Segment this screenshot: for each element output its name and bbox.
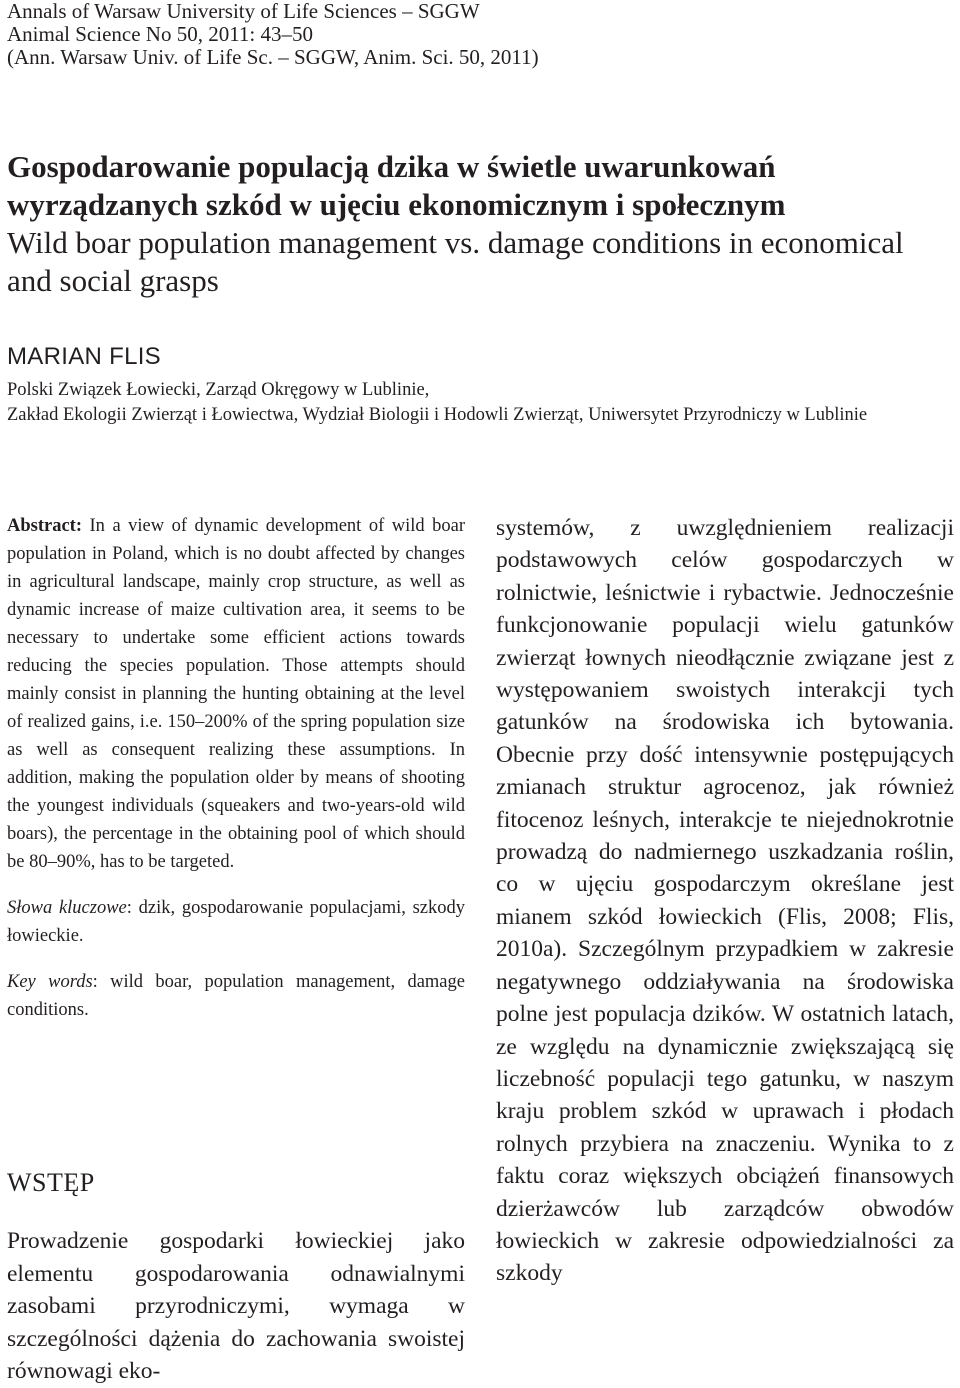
- title-polish: Gospodarowanie populacją dzika w świetle uwarunkowań wyrządzanych szkód w ujęciu ekonomicznym i społecznym: [7, 149, 786, 222]
- affiliation-line-2: Zakład Ekologii Zwierząt i Łowiectwa, Wydział Biologii i Hodowli Zwierząt, Uniwersytet Przyrodniczy w Lublinie: [7, 405, 868, 425]
- introduction-continuation: systemów, z uwzględnieniem realizacji podstawowych celów gospodarczych w rolnictwie, leśnictwie i rybactwie. Jednocześnie funkcjonowanie populacji wielu gatunków zwierząt łownych nieodłącznie związane jest z występowaniem swoistych interakcji tych gatunków na środowiska ich bytowania. Obecnie przy dość intensywnie postępujących zmianach struktur agrocenoz, jak również fitocenoz leśnych, interakcje te niejednokrotnie prowadzą do nadmiernego uszkadzania roślin, co w ujęciu gospodarczym określane jest mianem szkód łowieckich (Flis, 2008; Flis, 2010a). Szczególnym przypadkiem w zakresie negatywnego oddziaływania na środowiska polne jest populacja dzików. W ostatnich latach, ze względu na dynamicznie zwiększającą się liczebność populacji tego gatunku, w naszym kraju problem szkód w uprawach i płodach rolnych przybiera na znaczeniu. Wynika to z faktu coraz większych obciążeń finansowych dzierżawców lub zarządców obwodów łowieckich w zakresie odpowiedzialności za szkody: [496, 515, 954, 1287]
- journal-abbreviation: (Ann. Warsaw Univ. of Life Sc. – SGGW, Anim. Sci. 50, 2011): [7, 45, 539, 69]
- abstract: [7, 512, 465, 876]
- abstract-column: [7, 512, 465, 1024]
- abstract-label: Abstract:: [7, 516, 83, 536]
- keywords-english: [7, 968, 465, 1024]
- journal-issue: Animal Science No 50, 2011: 43–50: [7, 22, 314, 46]
- keywords-english-text: : wild boar, population management, damage conditions.: [7, 972, 465, 1020]
- abstract-text: In a view of dynamic development of wild boar population in Poland, which is no doubt affected by changes in agricultural landscape, mainly crop structure, as well as dynamic increase of maize cultivation area, it seems to be necessary to undertake some efficient actions towards reducing the species population. Those attempts should mainly consist in planning the hunting obtaining at the level of realized gains, i.e. 150–200% of the spring population size as well as consequent realizing these assumptions. In addition, making the population older by means of shooting the youngest individuals (squeakers and two-years-old wild boars), the percentage in the obtaining pool of which should be 80–90%, has to be targeted.: [7, 516, 465, 872]
- affiliation-line-1: Polski Związek Łowiecki, Zarząd Okręgowy w Lublinie,: [7, 380, 430, 400]
- right-column: [496, 512, 954, 1290]
- journal-name: Annals of Warsaw University of Life Sciences – SGGW: [7, 0, 480, 23]
- title-english: Wild boar population management vs. damage conditions in economical and social grasps: [7, 225, 904, 298]
- keywords-polish: [7, 894, 465, 950]
- introduction-start: [7, 1225, 465, 1388]
- keywords-polish-text: : dzik, gospodarowanie populacjami, szkody łowieckie.: [7, 898, 465, 946]
- keywords-polish-label: Słowa kluczowe: [7, 898, 127, 918]
- affiliation: [7, 378, 952, 428]
- introduction-paragraph: Prowadzenie gospodarki łowieckiej jako elementu gospodarowania odnawialnymi zasobami przyrodniczymi, wymaga w szczególności dążenia do zachowania swoistej równowagi eko-: [7, 1228, 465, 1384]
- journal-header: [7, 0, 539, 69]
- section-heading: WSTĘP: [7, 1168, 95, 1197]
- keywords-english-label: Key words: [7, 972, 93, 992]
- article-titles: [7, 148, 937, 300]
- author-name: MARIAN FLIS: [7, 343, 161, 370]
